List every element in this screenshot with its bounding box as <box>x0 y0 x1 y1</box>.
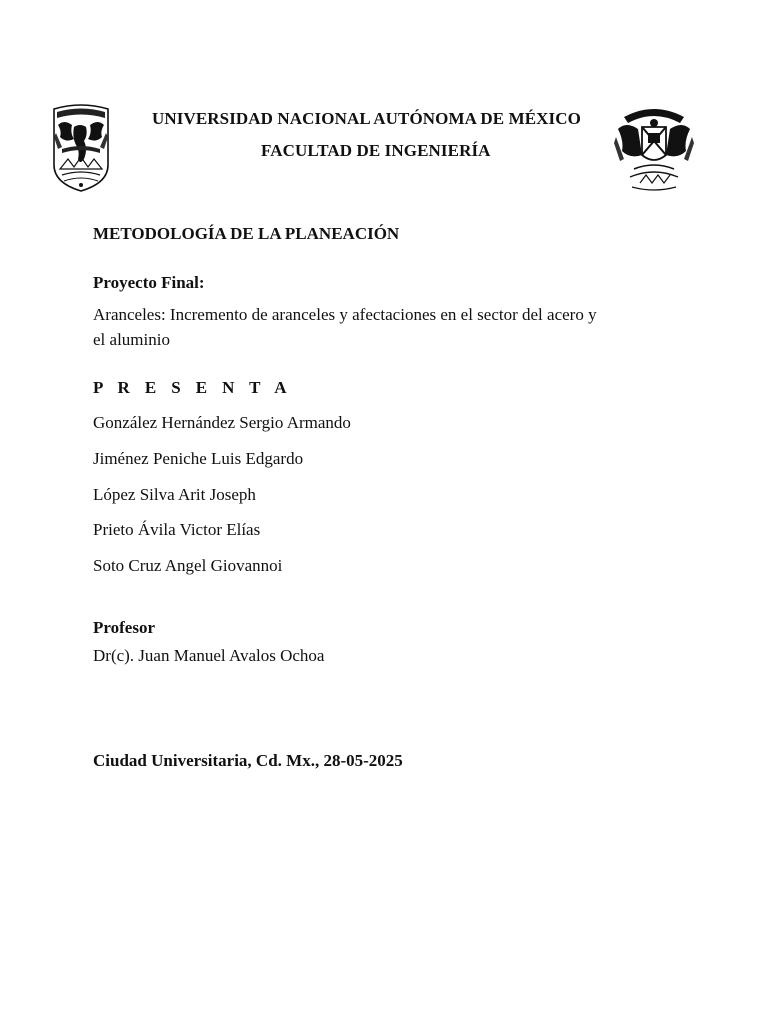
team-member: Jiménez Peniche Luis Edgardo <box>93 449 304 468</box>
team-member: Soto Cruz Angel Giovannoi <box>93 556 283 575</box>
presenta-label: P R E S E N T A <box>93 378 292 397</box>
fi-seal-icon <box>612 103 696 195</box>
professor-label: Profesor <box>93 618 155 637</box>
university-name: UNIVERSIDAD NACIONAL AUTÓNOMA DE MÉXICO <box>152 109 581 128</box>
project-label: Proyecto Final: <box>93 273 205 292</box>
team-member: Prieto Ávila Victor Elías <box>93 520 261 539</box>
professor-name: Dr(c). Juan Manuel Avalos Ochoa <box>93 646 325 665</box>
course-title: METODOLOGÍA DE LA PLANEACIÓN <box>93 224 400 243</box>
project-title: Aranceles: Incremento de aranceles y afectaciones en el sector del acero y el aluminio <box>93 305 597 349</box>
team-member: López Silva Arit Joseph <box>93 485 256 504</box>
team-member: González Hernández Sergio Armando <box>93 413 351 432</box>
faculty-name: FACULTAD DE INGENIERÍA <box>261 141 491 160</box>
unam-seal-icon <box>50 103 112 195</box>
place-date: Ciudad Universitaria, Cd. Mx., 28-05-2025 <box>93 751 403 770</box>
